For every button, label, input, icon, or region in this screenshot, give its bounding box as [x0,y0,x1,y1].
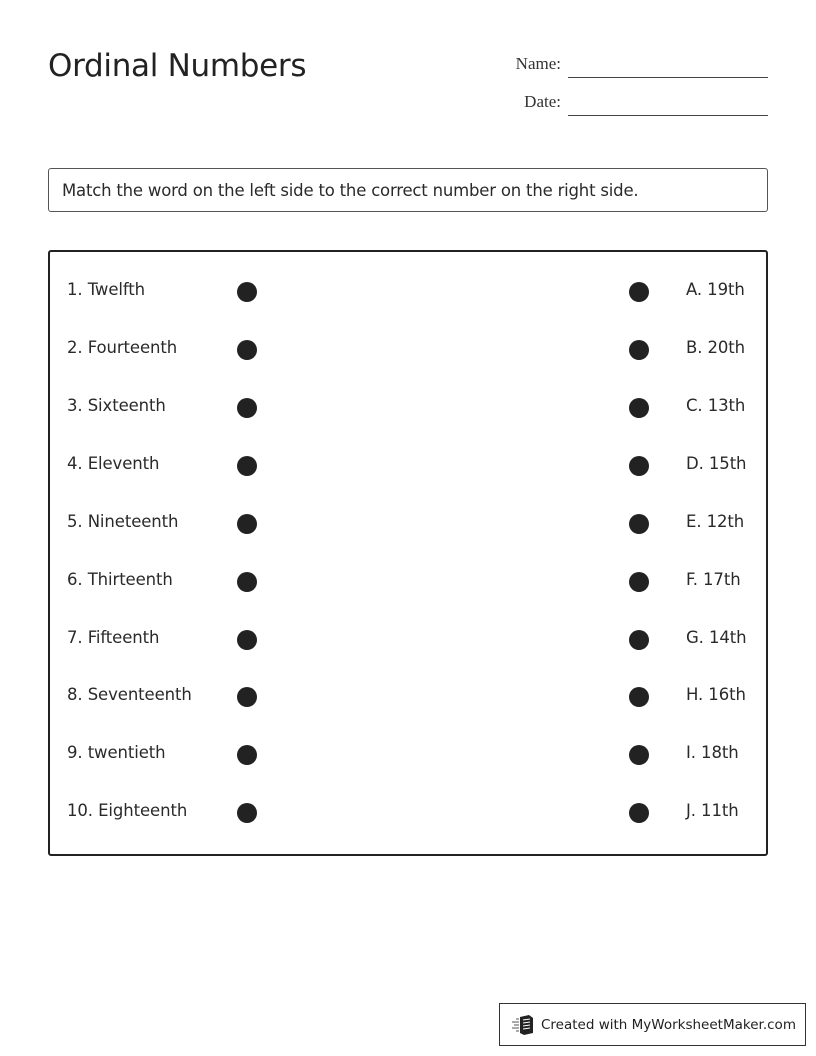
left-item: 5. Nineteenth [67,512,179,531]
footer-badge[interactable] [499,1003,806,1046]
right-item: I. 18th [686,743,739,762]
right-dot-icon[interactable] [629,745,649,765]
date-input[interactable] [568,90,768,116]
left-item: 2. Fourteenth [67,338,178,357]
page-title: Ordinal Numbers [48,48,307,84]
match-row [50,625,766,655]
right-item: F. 17th [686,570,741,589]
match-row [50,277,766,307]
right-item: G. 14th [686,628,747,647]
instructions-box: Match the word on the left side to the correct number on the right side. [48,168,768,212]
match-row [50,335,766,365]
right-dot-icon[interactable] [629,514,649,534]
right-dot-icon[interactable] [629,630,649,650]
left-dot-icon[interactable] [237,514,257,534]
right-dot-icon[interactable] [629,398,649,418]
left-dot-icon[interactable] [237,282,257,302]
right-dot-icon[interactable] [629,687,649,707]
right-item: C. 13th [686,396,746,415]
match-row [50,740,766,770]
right-dot-icon[interactable] [629,803,649,823]
right-item: B. 20th [686,338,746,357]
right-item: J. 11th [686,801,739,820]
match-row [50,567,766,597]
right-dot-icon[interactable] [629,282,649,302]
left-dot-icon[interactable] [237,745,257,765]
left-item: 3. Sixteenth [67,396,166,415]
footer-text: Created with MyWorksheetMaker.com [541,1016,796,1033]
left-item: 9. twentieth [67,743,166,762]
left-item: 6. Thirteenth [67,570,173,589]
worksheet-logo-icon [511,1014,535,1036]
match-row [50,798,766,828]
left-dot-icon[interactable] [237,803,257,823]
left-item: 4. Eleventh [67,454,160,473]
left-item: 8. Seventeenth [67,685,192,704]
left-item: 7. Fifteenth [67,628,160,647]
name-label: Name: [515,54,561,73]
right-dot-icon[interactable] [629,572,649,592]
left-dot-icon[interactable] [237,340,257,360]
right-item: E. 12th [686,512,745,531]
left-dot-icon[interactable] [237,398,257,418]
date-field-row [500,90,768,116]
left-dot-icon[interactable] [237,572,257,592]
matching-box [48,250,768,856]
name-input[interactable] [568,52,768,78]
match-row [50,682,766,712]
left-dot-icon[interactable] [237,630,257,650]
right-item: H. 16th [686,685,746,704]
match-row [50,393,766,423]
match-row [50,509,766,539]
left-item: 10. Eighteenth [67,801,188,820]
right-item: A. 19th [686,280,745,299]
left-dot-icon[interactable] [237,687,257,707]
left-dot-icon[interactable] [237,456,257,476]
left-item: 1. Twelfth [67,280,146,299]
right-item: D. 15th [686,454,747,473]
right-dot-icon[interactable] [629,456,649,476]
name-field-row [500,52,768,78]
match-row [50,451,766,481]
right-dot-icon[interactable] [629,340,649,360]
date-label: Date: [524,92,561,111]
